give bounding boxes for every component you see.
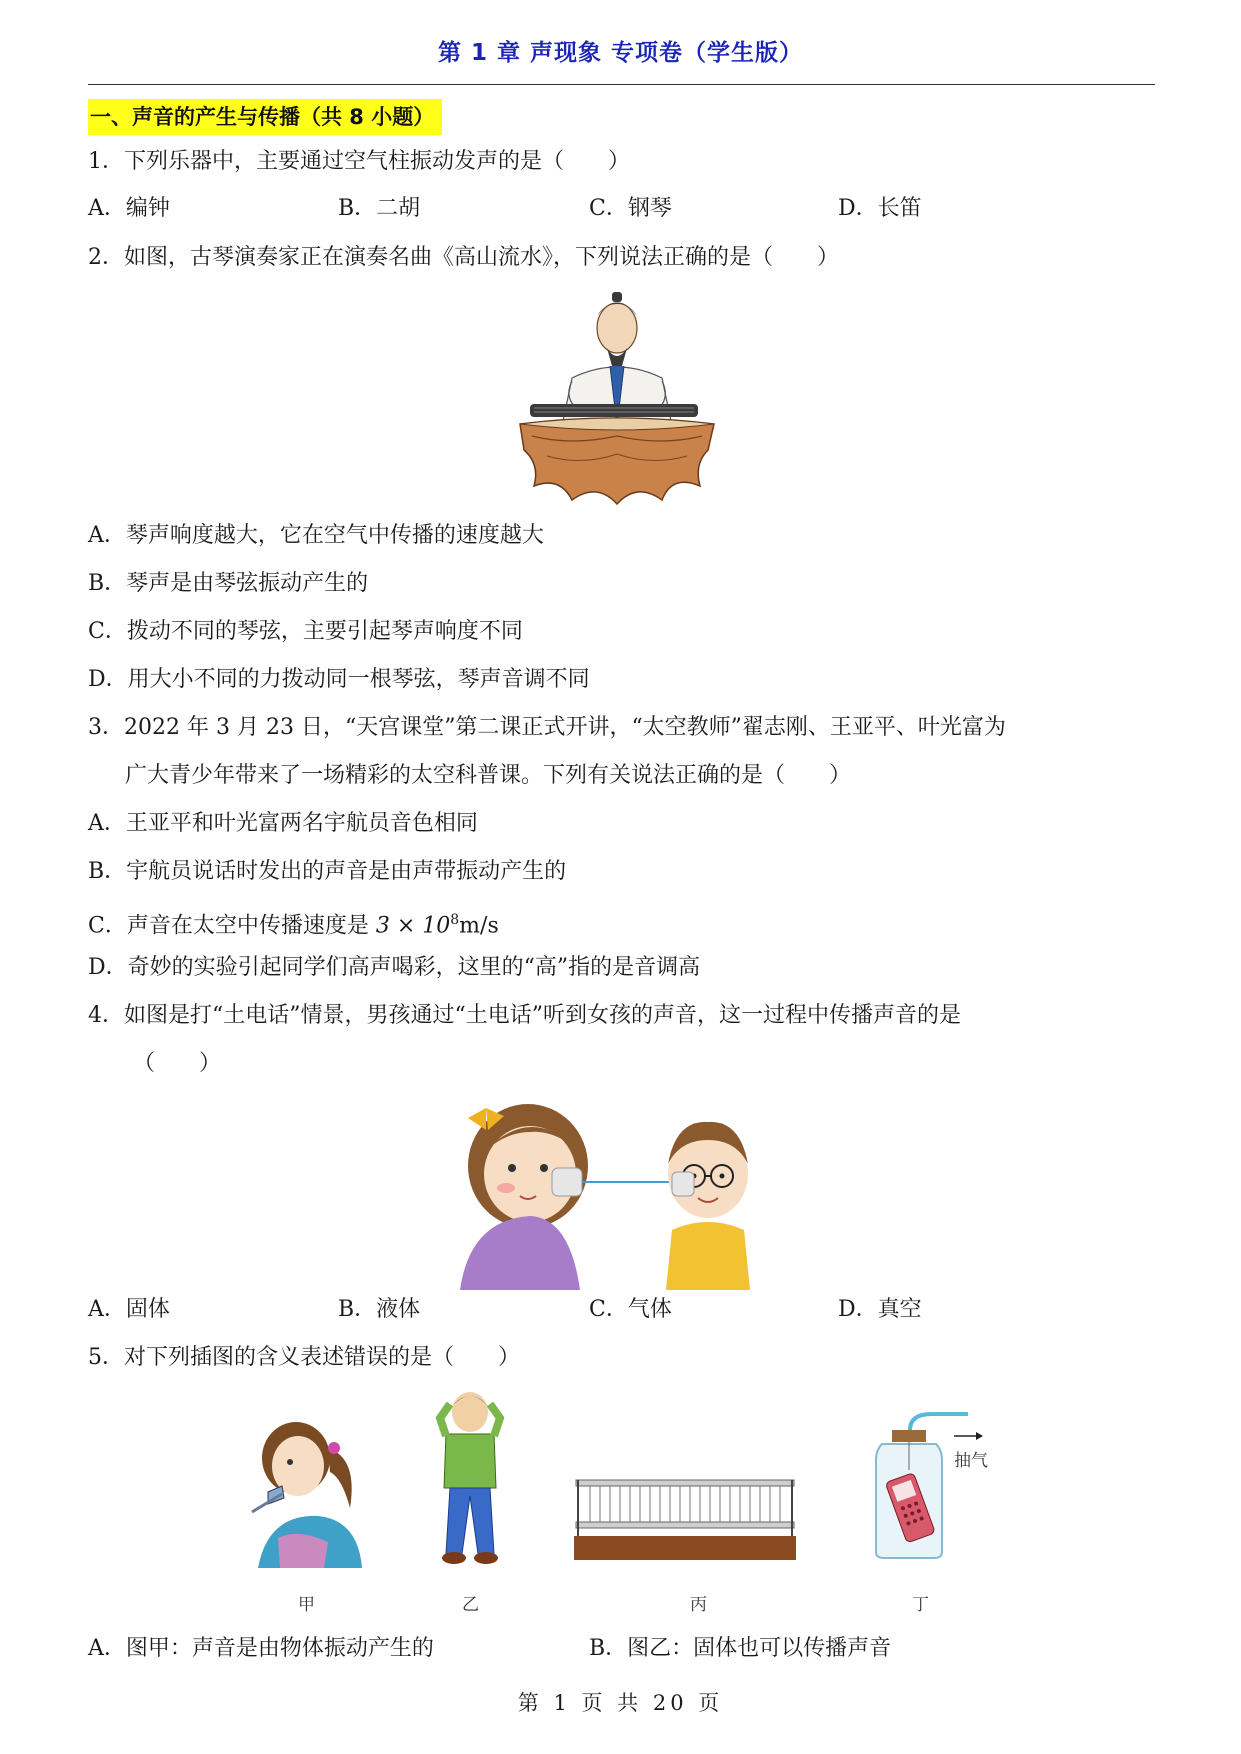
q3-option-c-coef: 3	[375, 913, 390, 939]
q1-option-c[interactable]: C．钢琴	[589, 196, 672, 221]
q1-option-b[interactable]: B．二胡	[338, 196, 421, 221]
pump-label: 抽气	[954, 1451, 988, 1471]
q2-stem: 2．如图，古琴演奏家正在演奏名曲《高山流水》，下列说法正确的是（ ）	[88, 245, 839, 270]
q1-option-d[interactable]: D．长笛	[838, 196, 922, 221]
q4-option-a[interactable]: A．固体	[88, 1297, 170, 1322]
q4-option-b[interactable]: B．液体	[338, 1297, 421, 1322]
q4-option-c[interactable]: C．气体	[589, 1297, 672, 1322]
guqin-player-illustration	[512, 286, 722, 508]
q5-option-a[interactable]: A．图甲：声音是由物体振动产生的	[88, 1636, 434, 1661]
figure-yi-illustration	[420, 1388, 520, 1568]
page-title: 第 1 章 声现象 专项卷（学生版）	[437, 40, 804, 66]
caption-bing: 丙	[690, 1595, 707, 1615]
figure-bing-illustration	[570, 1466, 800, 1562]
q4-stem-line2: （ ）	[133, 1051, 222, 1076]
q3-option-c-unit: m/s	[459, 913, 499, 939]
q4-stem-line1: 4．如图是打“土电话”情景，男孩通过“土电话”听到女孩的声音，这一过程中传播声音的是	[88, 1003, 961, 1028]
q3-stem-line1: 3．2022 年 3 月 23 日，“天宫课堂”第二课正式开讲，“太空教师”翟志刚、王亚平、叶光富为	[88, 715, 1006, 740]
q3-option-b[interactable]: B．宇航员说话时发出的声音是由声带振动产生的	[88, 859, 567, 884]
section-heading: 一、声音的产生与传播（共 8 小题）	[88, 99, 442, 135]
q5-option-b[interactable]: B．图乙：固体也可以传播声音	[589, 1636, 892, 1661]
q3-option-c-times: ×	[389, 913, 423, 939]
q3-option-d[interactable]: D．奇妙的实验引起同学们高声喝彩，这里的“高”指的是音调高	[88, 955, 701, 980]
caption-ding: 丁	[912, 1595, 929, 1615]
q1-stem: 1．下列乐器中，主要通过空气柱振动发声的是（ ）	[88, 149, 630, 174]
q3-option-c[interactable]	[88, 905, 499, 941]
q3-option-c-exponent: 8	[450, 912, 460, 928]
pump-arrow-icon	[954, 1430, 984, 1442]
q2-option-a[interactable]: A．琴声响度越大，它在空气中传播的速度越大	[88, 523, 544, 548]
caption-jia: 甲	[298, 1595, 315, 1615]
q4-option-d[interactable]: D．真空	[838, 1297, 922, 1322]
page-number: 第 1 页 共 20 页	[517, 1691, 724, 1715]
q3-stem-line2: 广大青少年带来了一场精彩的太空科普课。下列有关说法正确的是（ ）	[125, 763, 852, 788]
header-divider	[88, 84, 1155, 85]
q5-stem: 5．对下列插图的含义表述错误的是（ ）	[88, 1345, 520, 1370]
q2-option-b[interactable]: B．琴声是由琴弦振动产生的	[88, 571, 369, 596]
q1-option-a[interactable]: A．编钟	[88, 196, 170, 221]
tin-can-telephone-illustration	[440, 1090, 790, 1290]
q2-option-c[interactable]: C．拨动不同的琴弦，主要引起琴声响度不同	[88, 619, 523, 644]
q2-option-d[interactable]: D．用大小不同的力拨动同一根琴弦，琴声音调不同	[88, 667, 590, 692]
caption-yi: 乙	[462, 1595, 479, 1615]
q3-option-a[interactable]: A．王亚平和叶光富两名宇航员音色相同	[88, 811, 478, 836]
figure-jia-illustration	[238, 1408, 378, 1568]
q3-option-c-text: C．声音在太空中传播速度是	[88, 913, 376, 939]
q3-option-c-base: 10	[422, 913, 451, 939]
